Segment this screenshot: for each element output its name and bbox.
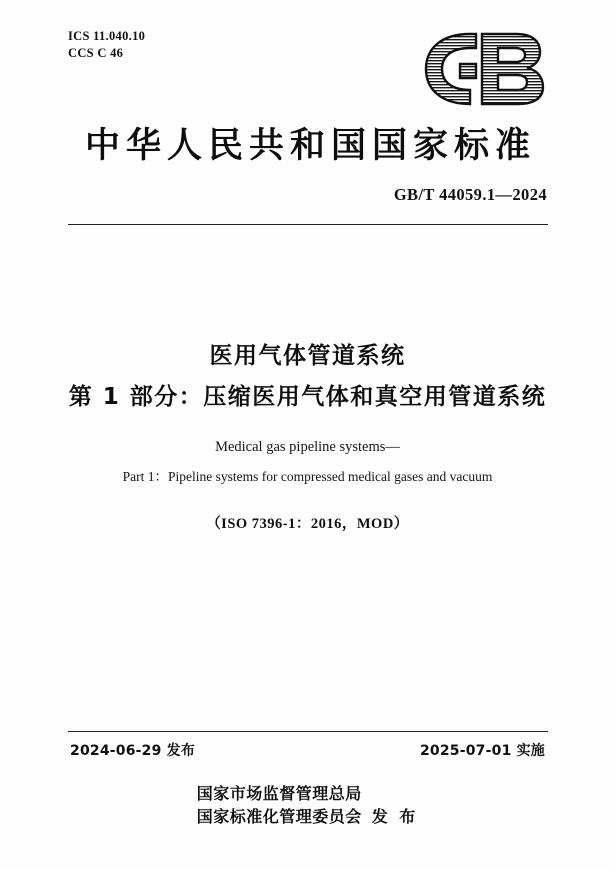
- divider-bottom: [68, 731, 548, 732]
- issue-verb: 发 布: [371, 807, 419, 826]
- issuing-authority-names: [197, 782, 362, 828]
- document-title-en: [0, 434, 615, 490]
- header-block: [68, 28, 548, 118]
- document-title-en-line2: Part 1：Pipeline systems for compressed medical gases and vacuum: [122, 469, 493, 484]
- document-title-en-line1: Medical gas pipeline systems—: [215, 439, 400, 455]
- issue-date: 2024-06-29 发布: [70, 743, 196, 759]
- page-title: 中华人民共和国国家标准: [84, 126, 536, 166]
- effective-date: 2025-07-01 实施: [419, 743, 545, 759]
- document-title-cn: [0, 338, 615, 415]
- ccs-code: CCS C 46: [68, 46, 124, 60]
- issuing-authority-line2: 国家标准化管理委员会: [196, 807, 362, 826]
- gb-logo-icon: [420, 30, 548, 108]
- standard-number: GB/T 44059.1—2024: [393, 185, 547, 204]
- iso-reference: （ISO 7396-1：2016，MOD）: [206, 516, 409, 532]
- classification-codes: [68, 28, 145, 62]
- issuing-authority: [0, 782, 615, 828]
- document-title-cn-line1: 医用气体管道系统: [209, 343, 406, 369]
- ics-code: ICS 11.040.10: [68, 29, 146, 43]
- issuing-authority-line1: 国家市场监督管理总局: [196, 784, 362, 803]
- divider-top: [68, 224, 548, 225]
- issuing-authority-inner: [197, 782, 419, 828]
- document-title-cn-line2: 第 1 部分：压缩医用气体和真空用管道系统: [68, 384, 547, 410]
